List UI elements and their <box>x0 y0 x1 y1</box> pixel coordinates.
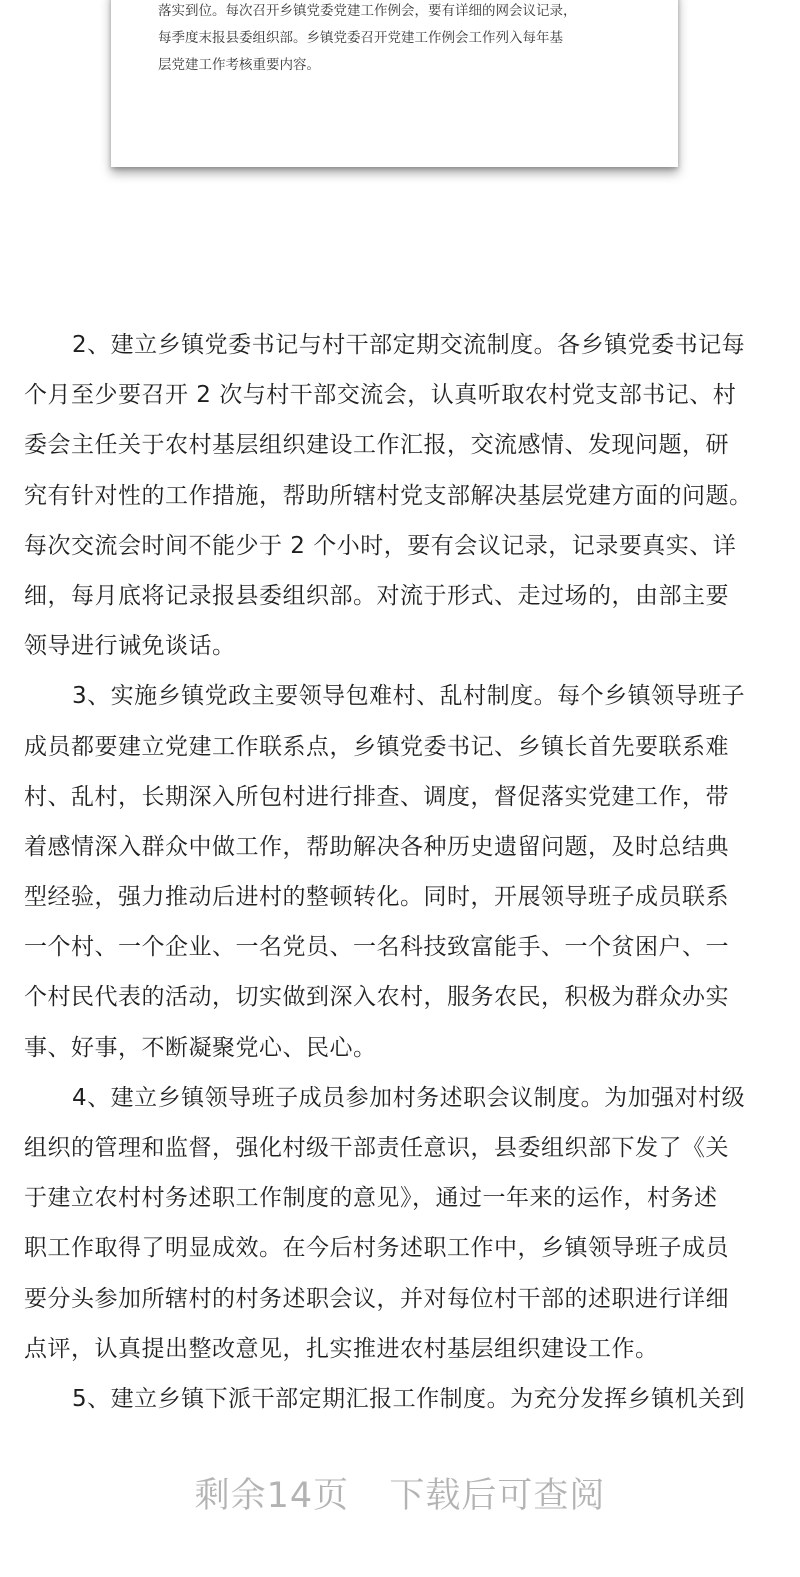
preview-line: 落实到位。每次召开乡镇党委党建工作例会，要有详细的网会议记录， <box>158 3 577 19</box>
download-prompt[interactable] <box>0 1468 800 1518</box>
paragraph-line: 要分头参加所辖村的村务述职会议，并对每位村干部的述职进行详细 <box>24 1285 729 1312</box>
paragraph-line: 4、建立乡镇领导班子成员参加村务述职会议制度。为加强对村级 <box>72 1084 746 1111</box>
paragraph-line: 点评，认真提出整改意见，扎实推进农村基层组织建设工作。 <box>24 1335 659 1362</box>
paragraph-line: 2、建立乡镇党委书记与村干部定期交流制度。各乡镇党委书记每 <box>72 332 746 358</box>
preview-line: 层党建工作考核重要内容。 <box>158 57 320 73</box>
preview-card <box>111 0 678 167</box>
document-body <box>24 320 776 1424</box>
paragraph-line: 每次交流会时间不能少于 2 个小时，要有会议记录，记录要真实、详 <box>24 532 737 559</box>
paragraph-line: 组织的管理和监督，强化村级干部责任意识，县委组织部下发了《关 <box>24 1135 729 1161</box>
paragraph-line: 细，每月底将记录报县委组织部。对流于形式、走过场的，由部主要 <box>24 582 729 609</box>
paragraph-line: 个月至少要召开 2 次与村干部交流会，认真听取农村党支部书记、村 <box>24 382 737 409</box>
paragraph-line: 事、好事，不断凝聚党心、民心。 <box>24 1034 377 1061</box>
download-to-view-text: 下载后可查阅 <box>389 1476 606 1516</box>
paragraph-line: 一个村、一个企业、一名党员、一名科技致富能手、一个贫困户、一 <box>24 934 729 961</box>
paragraph-line: 着感情深入群众中做工作，帮助解决各种历史遗留问题，及时总结典 <box>24 833 729 860</box>
preview-line: 每季度末报县委组织部。乡镇党委召开党建工作例会工作列入每年基 <box>158 30 563 46</box>
paragraph-line: 究有针对性的工作措施，帮助所辖村党支部解决基层党建方面的问题。 <box>24 482 753 509</box>
remaining-pages-text: 剩余14页 <box>194 1476 350 1516</box>
paragraph-line: 领导进行诫免谈话。 <box>24 633 236 660</box>
paragraph-line: 村、乱村，长期深入所包村进行排查、调度，督促落实党建工作，带 <box>24 783 729 810</box>
paragraph-line: 型经验，强力推动后进村的整顿转化。同时，开展领导班子成员联系 <box>24 884 729 911</box>
paragraph-line: 于建立农村村务述职工作制度的意见》，通过一年来的运作，村务述 <box>24 1185 718 1212</box>
paragraph-line: 成员都要建立党建工作联系点，乡镇党委书记、乡镇长首先要联系难 <box>24 733 729 760</box>
paragraph-line: 个村民代表的活动，切实做到深入农村，服务农民，积极为群众办实 <box>24 984 729 1011</box>
paragraph-line: 委会主任关于农村基层组织建设工作汇报，交流感情、发现问题，研 <box>24 432 729 459</box>
paragraph-line: 5、建立乡镇下派干部定期汇报工作制度。为充分发挥乡镇机关到 <box>72 1385 746 1412</box>
paragraph-line: 3、实施乡镇党政主要领导包难村、乱村制度。每个乡镇领导班子 <box>72 683 746 710</box>
paragraph-line: 职工作取得了明显成效。在今后村务述职工作中，乡镇领导班子成员 <box>24 1235 729 1262</box>
